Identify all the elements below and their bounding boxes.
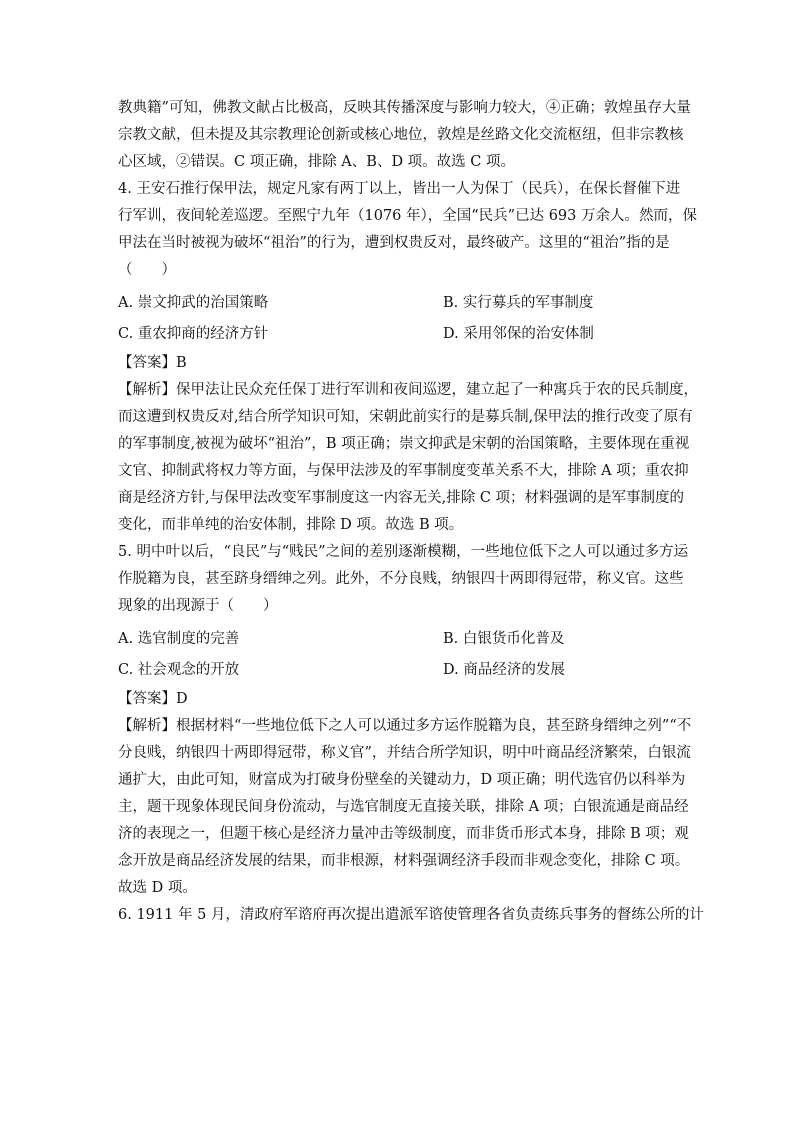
- option-b: B. 白银货币化普及: [443, 631, 565, 647]
- question-stem-line: （ ）: [118, 262, 176, 278]
- answer-line: 【答案】D: [118, 691, 188, 707]
- analysis-line: 【解析】根据材料“一些地位低下之人可以通过多方运作脱籍为良，甚至跻身缙绅之列”“不: [118, 718, 692, 734]
- question-stem-line: 甲法在当时被视为破坏“祖治”的行为，遭到权贵反对，最终破产。这里的“祖治”指的是: [118, 235, 670, 251]
- document-page: [118, 95, 704, 929]
- option-row: [118, 624, 678, 655]
- analysis-line: 的军事制度,被视为破坏“祖治”，B 项正确；崇文抑武是宋朝的治国策略，主要体现在重视: [118, 436, 690, 452]
- previous-analysis: [118, 95, 691, 176]
- question-stem-line: 现象的出现源于（ ）: [118, 598, 278, 614]
- question-4: [118, 176, 698, 539]
- analysis-line: 商是经济方针,与保甲法改变军事制度这一内容无关,排除 C 项；材料强调的是军事制度的: [118, 490, 685, 506]
- analysis-line: 文官、抑制武将权力等方面，与保甲法涉及的军事制度变革关系不大，排除 A 项；重农抑: [118, 463, 689, 479]
- analysis-line: 主，题干现象体现民间身份流动，与选官制度无直接关联，排除 A 项；白银流通是商品经: [118, 799, 689, 815]
- question-6: [118, 902, 704, 929]
- option-d: D. 采用邻保的治安体制: [443, 326, 594, 342]
- analysis-line: 济的表现之一，但题干核心是经济力量冲击等级制度，而非货币形式本身，排除 B 项；观: [118, 826, 689, 842]
- option-c: C. 重农抑商的经济方针: [118, 326, 269, 342]
- text-line: 教典籍”可知，佛教文献占比极高，反映其传播深度与影响力较大，④正确；敦煌虽存大量: [118, 100, 691, 116]
- analysis-line: 分良贱，纳银四十两即得冠带，称义官”，并结合所学知识，明中叶商品经济繁荣，白银流: [118, 745, 691, 761]
- option-row: [118, 655, 678, 686]
- analysis-line: 通扩大，由此可知，财富成为打破身份壁垒的关键动力，D 项正确；明代选官仍以科举为: [118, 772, 686, 788]
- analysis-line: 念开放是商品经济发展的结果，而非根源，材料强调经济手段而非观念变化，排除 C 项。: [118, 853, 690, 869]
- option-row: [118, 319, 678, 350]
- option-d: D. 商品经济的发展: [443, 662, 565, 678]
- option-a: A. 选官制度的完善: [118, 631, 240, 647]
- question-5: [118, 539, 692, 902]
- option-row: [118, 288, 678, 319]
- analysis-line: 而这遭到权贵反对,结合所学知识可知，宋朝此前实行的是募兵制,保甲法的推行改变了原有: [118, 409, 693, 425]
- question-stem-line: 4. 王安石推行保甲法，规定凡家有两丁以上，皆出一人为保丁（民兵），在保长督催下进: [118, 181, 681, 197]
- question-stem-line: 5. 明中叶以后，“良民”与“贱民”之间的差别逐渐模糊，一些地位低下之人可以通过多方运: [118, 544, 689, 560]
- option-c: C. 社会观念的开放: [118, 662, 240, 678]
- question-stem-line: 6. 1911 年 5 月，清政府军谘府再次提出遣派军谘使管理各省负责练兵事务的督练公所的计: [118, 907, 704, 923]
- option-b: B. 实行募兵的军事制度: [443, 295, 594, 311]
- answer-line: 【答案】B: [118, 355, 187, 371]
- analysis-line: 变化，而非单纯的治安体制，排除 D 项。故选 B 项。: [118, 517, 464, 533]
- text-line: 宗教文献，但未提及其宗教理论创新或核心地位，敦煌是丝路文化交流枢纽，但非宗教核: [118, 127, 684, 143]
- text-line: 心区域，②错误。C 项正确，排除 A、B、D 项。故选 C 项。: [118, 154, 515, 170]
- analysis-line: 【解析】保甲法让民众充任保丁进行军训和夜间巡逻，建立起了一种寓兵于农的民兵制度，: [118, 382, 698, 398]
- question-stem-line: 作脱籍为良，甚至跻身缙绅之列。此外，不分良贱，纳银四十两即得冠带，称义官。这些: [118, 571, 684, 587]
- analysis-line: 故选 D 项。: [118, 880, 197, 896]
- question-stem-line: 行军训，夜间轮差巡逻。至熙宁九年（1076 年），全国“民兵”已达 693 万余人。然而，保: [118, 208, 697, 224]
- option-a: A. 崇文抑武的治国策略: [118, 295, 269, 311]
